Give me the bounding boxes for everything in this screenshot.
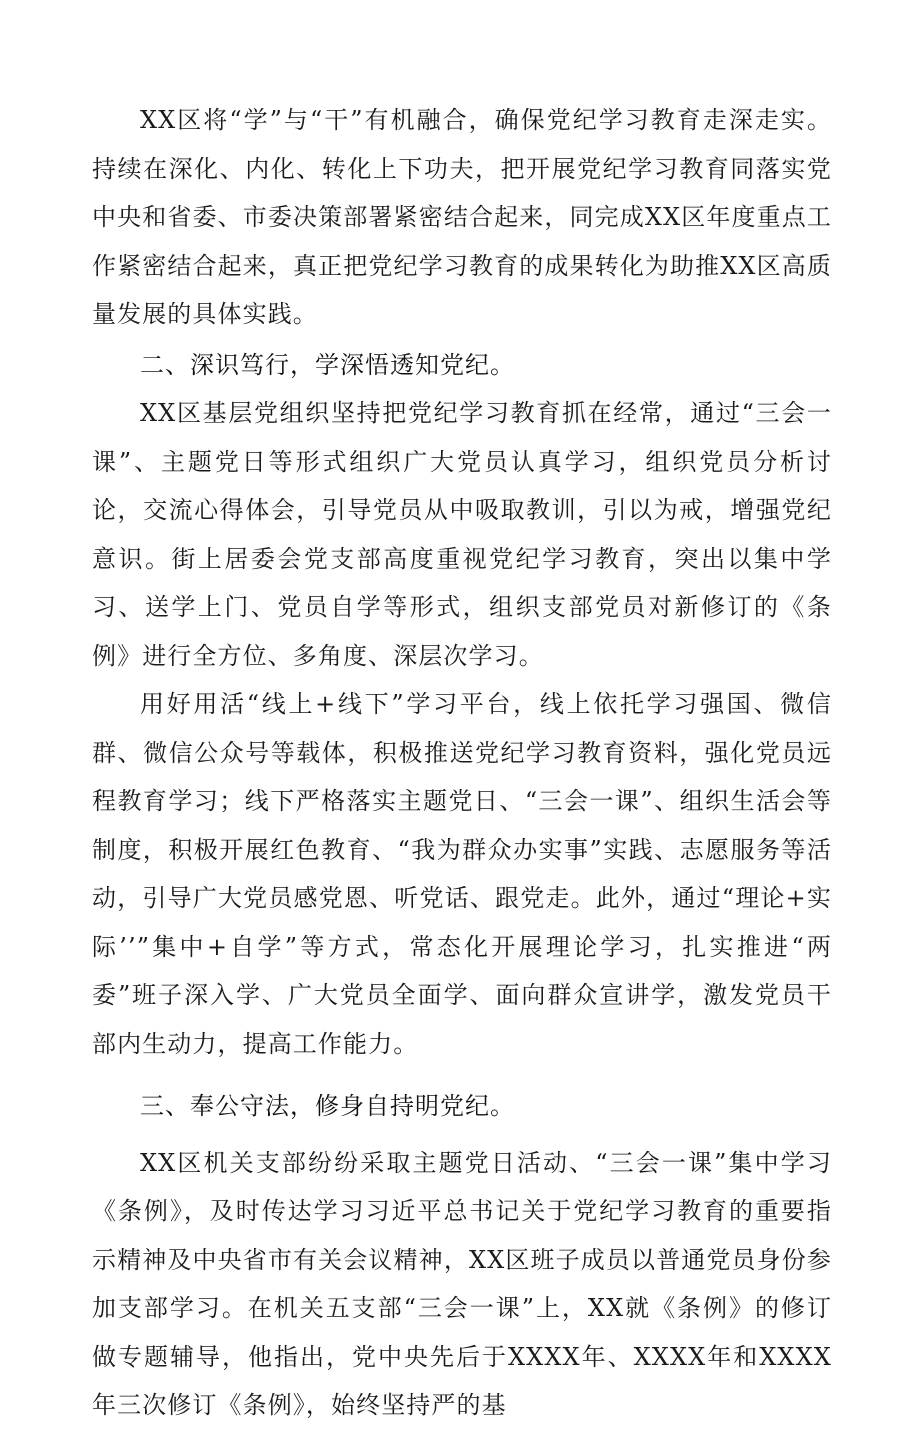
paragraph-intro: XX区将“学”与“干”有机融合，确保党纪学习教育走深走实。持续在深化、内化、转化上下功夫，把开展党纪学习教育同落实党中央和省委、市委决策部署紧密结合起来，同完成XX区年度重点工作紧密结合起来，真正把党纪学习教育的成果转化为助推XX区高质量发展的具体实践。: [92, 106, 832, 328]
section-heading-3: 三、奉公守法，修身自持明党纪。: [140, 1092, 515, 1120]
paragraph-grassroots-study: XX区基层党组织坚持把党纪学习教育抓在经常，通过“三会一课”、主题党日等形式组织广大党员认真学习，组织党员分析讨论，交流心得体会，引导党员从中吸取教训，引以为戒，增强党纪意识。街上居委会党支部高度重视党纪学习教育，突出以集中学习、送学上门、党员自学等形式，组织支部党员对新修订的《条例》进行全方位、多角度、深层次学习。: [92, 399, 832, 670]
section-heading-2: 二、深识笃行，学深悟透知党纪。: [140, 350, 515, 379]
paragraph-online-offline: 用好用活“线上+线下”学习平台，线上依托学习强国、微信群、微信公众号等载体，积极推送党纪学习教育资料，强化党员远程教育学习；线下严格落实主题党日、“三会一课”、组织生活会等制度，积极开展红色教育、“我为群众办实事”实践、志愿服务等活动，引导广大党员感党恩、听党话、跟党走。此外，通过“理论+实际’’”集中+自学”等方式，常态化开展理论学习，扎实推进“两委”班子深入学、广大党员全面学、面向群众宣讲学，激发党员干部内生动力，提高工作能力。: [92, 690, 832, 1058]
document-body: [92, 96, 832, 1430]
paragraph-agency-branch: XX区机关支部纷纷采取主题党日活动、“三会一课”集中学习《条例》，及时传达学习习近平总书记关于党纪学习教育的重要指示精神及中央省市有关会议精神，XX区班子成员以普通党员身份参加支部学习。在机关五支部“三会一课”上，XX就《条例》的修订做专题辅导，他指出，党中央先后于XXXX年、XXXX年和XXXX年三次修订《条例》，始终坚持严的基: [92, 1148, 832, 1419]
